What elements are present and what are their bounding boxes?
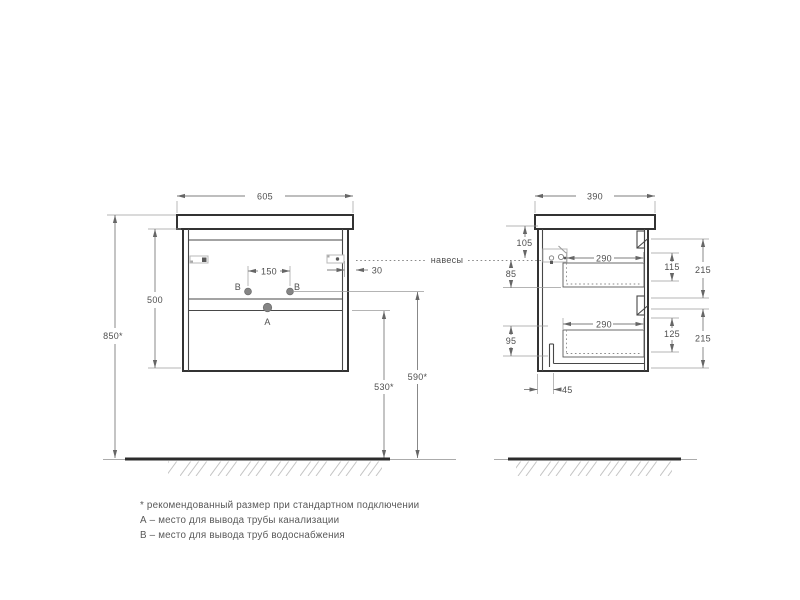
water-supply-point-left xyxy=(245,288,252,295)
drawer-box-upper xyxy=(563,263,644,287)
front-cabinet-body xyxy=(183,229,348,371)
water-supply-point-right xyxy=(287,288,294,295)
wall-bracket-detail xyxy=(543,246,567,264)
drawer-front-profile-lower xyxy=(637,296,648,315)
dim-front-supply-height: 590* xyxy=(407,372,428,382)
front-view xyxy=(177,215,353,371)
point-b-right-label: В xyxy=(294,282,301,292)
point-b-left-label: В xyxy=(234,282,241,292)
wall-hanger-right xyxy=(327,255,344,263)
dim-side-rail-lower: 290 xyxy=(596,319,612,330)
dim-side-depth: 390 xyxy=(587,191,603,202)
dim-front-mount-height: 850* xyxy=(103,331,123,341)
dim-side-rail-upper: 290 xyxy=(596,253,612,264)
drain-point xyxy=(263,303,271,311)
dim-side-back-clearance: 45 xyxy=(562,385,573,395)
dim-side-drawer-front-upper: 215 xyxy=(695,265,711,275)
dim-front-body-height: 500 xyxy=(147,295,163,305)
hangers-label: навесы xyxy=(430,255,464,265)
dim-front-hinge-offset: 30 xyxy=(371,265,383,276)
dim-front-width: 605 xyxy=(257,191,273,202)
side-countertop xyxy=(535,215,655,229)
footnote-point-a: А – место для вывода трубы канализации xyxy=(140,515,340,526)
dim-side-hanger-top-offset: 105 xyxy=(516,238,533,248)
hangers-callout xyxy=(356,255,543,265)
footnote-recommended-size: * рекомендованный размер при стандартном подключении xyxy=(140,500,420,511)
side-view xyxy=(535,215,655,371)
dim-side-drawer-side-lower: 125 xyxy=(664,329,680,339)
floor-side xyxy=(494,459,697,478)
footnotes xyxy=(140,500,419,541)
drawer-box-lower xyxy=(563,330,644,357)
dim-side-drawer-side-upper: 115 xyxy=(664,262,680,272)
dim-front-supply-spacing: 150 xyxy=(261,266,277,277)
dim-side-hanger-drop: 85 xyxy=(505,269,517,279)
drawer-front-profile-upper xyxy=(637,231,648,248)
dim-front-drain-height: 530* xyxy=(374,382,394,392)
footnote-point-b: В – место для вывода труб водоснабжения xyxy=(140,530,345,541)
wall-hanger-left xyxy=(190,256,208,263)
front-countertop xyxy=(177,215,353,229)
point-a-label: А xyxy=(264,317,271,327)
floor-front xyxy=(103,459,456,478)
dim-side-drawer-front-lower: 215 xyxy=(695,333,711,344)
back-leg-detail xyxy=(550,344,645,367)
dim-side-lower-rail-offset: 95 xyxy=(505,336,517,346)
